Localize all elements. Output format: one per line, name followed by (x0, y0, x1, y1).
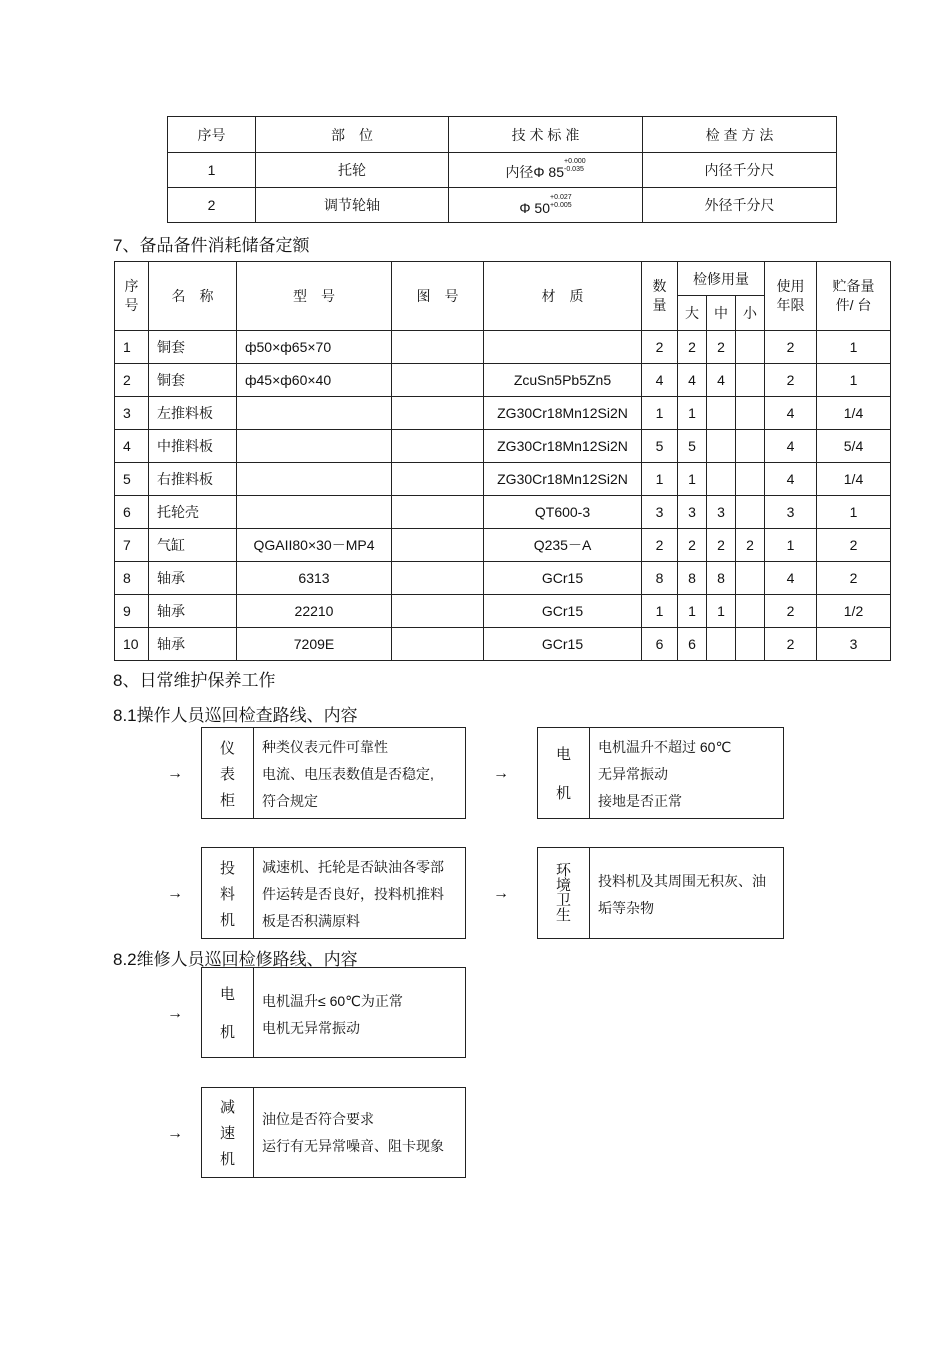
cell-material: ZG30Cr18Mn12Si2N (484, 397, 642, 430)
maint-box-reducer (201, 1087, 466, 1178)
box-line: 符合规定 (262, 793, 318, 809)
arrow-icon: → (493, 885, 509, 902)
table-row (115, 496, 891, 529)
cell-reserve: 2 (817, 562, 891, 595)
label-char: 生 (555, 907, 571, 924)
tolerance-lower: -0.035 (564, 166, 584, 173)
tolerance-upper: +0.000 (564, 158, 586, 165)
cell-qty: 2 (642, 331, 678, 364)
tolerance-upper: +0.027 (550, 194, 572, 201)
box-label (202, 728, 254, 818)
cell-material: Q235－A (484, 529, 642, 562)
op-box-environment (537, 847, 784, 939)
cell-small (736, 562, 765, 595)
inspection-header-row (168, 117, 837, 153)
cell-model (237, 430, 392, 463)
label-char: 表 (219, 765, 235, 783)
cell-model: QGAII80×30－MP4 (237, 529, 392, 562)
cell-no: 1 (168, 153, 256, 188)
cell-big: 2 (678, 331, 707, 364)
box-label (202, 1088, 254, 1177)
cell-name: 托轮壳 (149, 496, 237, 529)
header-reserve-2: 件/ 台 (835, 297, 872, 313)
cell-qty: 1 (642, 463, 678, 496)
table-row (115, 397, 891, 430)
cell-small (736, 496, 765, 529)
table-row (115, 562, 891, 595)
cell-mid: 2 (707, 529, 736, 562)
cell-mid: 1 (707, 595, 736, 628)
cell-model (237, 496, 392, 529)
cell-life: 2 (765, 628, 817, 661)
box-label (202, 848, 254, 938)
label-char: 柜 (219, 791, 235, 809)
table-row (115, 463, 891, 496)
section8-title: 8、日常维护保养工作 (113, 671, 276, 690)
cell-name: 铜套 (149, 364, 237, 397)
cell-mid: 2 (707, 331, 736, 364)
cell-model (237, 397, 392, 430)
header-standard: 技 术 标 准 (449, 117, 643, 153)
cell-small (736, 595, 765, 628)
cell-small (736, 397, 765, 430)
label-char: 境 (555, 877, 571, 894)
cell-big: 4 (678, 364, 707, 397)
header-part: 部 位 (256, 117, 449, 153)
header-qty: 数 量 (642, 262, 678, 331)
cell-big: 3 (678, 496, 707, 529)
cell-drawing (392, 562, 484, 595)
cell-life: 4 (765, 397, 817, 430)
arrow-icon: → (167, 885, 183, 902)
cell-qty: 1 (642, 595, 678, 628)
cell-qty: 2 (642, 529, 678, 562)
cell-reserve: 2 (817, 529, 891, 562)
box-line: 油位是否符合要求 (262, 1111, 374, 1127)
arrow-icon: → (167, 765, 183, 782)
box-line: 无异常振动 (598, 766, 668, 782)
box-line: 投料机及其周围无积灰、油 (598, 873, 766, 889)
cell-no: 3 (115, 397, 149, 430)
cell-material: QT600-3 (484, 496, 642, 529)
box-line: 减速机、托轮是否缺油各零部 (262, 859, 444, 875)
cell-material: ZG30Cr18Mn12Si2N (484, 430, 642, 463)
cell-qty: 5 (642, 430, 678, 463)
op-box-motor (537, 727, 784, 819)
cell-mid: 3 (707, 496, 736, 529)
section7-title: 7、备品备件消耗储备定额 (113, 236, 310, 255)
cell-qty: 3 (642, 496, 678, 529)
box-line: 运行有无异常噪音、阻卡现象 (262, 1138, 444, 1154)
cell-drawing (392, 331, 484, 364)
box-text (254, 848, 452, 938)
cell-model: ф50×ф65×70 (237, 331, 392, 364)
cell-reserve: 1/4 (817, 397, 891, 430)
cell-reserve: 1 (817, 496, 891, 529)
spare-parts-table (114, 261, 891, 661)
label-char: 机 (219, 1024, 235, 1042)
cell-reserve: 1/2 (817, 595, 891, 628)
cell-model: 7209E (237, 628, 392, 661)
cell-small (736, 463, 765, 496)
section8-sub2: 8.2维修人员巡回检修路线、内容 (113, 950, 358, 969)
cell-method: 内径千分尺 (643, 153, 837, 188)
cell-small (736, 364, 765, 397)
header-repair: 检修用量 (678, 262, 765, 296)
cell-drawing (392, 595, 484, 628)
cell-life: 1 (765, 529, 817, 562)
header-drawing: 图 号 (392, 262, 484, 331)
box-label (538, 728, 590, 818)
box-line: 垢等杂物 (598, 900, 654, 916)
cell-big: 6 (678, 628, 707, 661)
header-material: 材 质 (484, 262, 642, 331)
label-char: 电 (219, 985, 235, 1003)
box-text (254, 968, 411, 1057)
box-line: 电机温升≤ 60℃为正常 (262, 993, 403, 1009)
cell-model (237, 463, 392, 496)
cell-life: 3 (765, 496, 817, 529)
cell-small (736, 628, 765, 661)
cell-no: 1 (115, 331, 149, 364)
cell-mid (707, 628, 736, 661)
box-text (254, 728, 442, 818)
arrow-icon: → (167, 1125, 183, 1142)
cell-reserve: 3 (817, 628, 891, 661)
label-char: 料 (219, 885, 235, 903)
header-small: 小 (736, 296, 765, 331)
cell-reserve: 1/4 (817, 463, 891, 496)
cell-drawing (392, 628, 484, 661)
cell-method: 外径千分尺 (643, 188, 837, 223)
cell-name: 气缸 (149, 529, 237, 562)
header-no: 序 号 (115, 262, 149, 331)
spare-parts-body (115, 331, 891, 661)
header-reserve (817, 262, 891, 331)
box-line: 电流、电压表数值是否稳定, (262, 766, 434, 782)
cell-model: ф45×ф60×40 (237, 364, 392, 397)
cell-qty: 8 (642, 562, 678, 595)
cell-big: 1 (678, 595, 707, 628)
cell-drawing (392, 463, 484, 496)
cell-mid (707, 463, 736, 496)
cell-no: 8 (115, 562, 149, 595)
cell-big: 2 (678, 529, 707, 562)
cell-material (484, 331, 642, 364)
cell-name: 右推料板 (149, 463, 237, 496)
cell-material: GCr15 (484, 628, 642, 661)
cell-material: GCr15 (484, 595, 642, 628)
cell-qty: 4 (642, 364, 678, 397)
tolerance (550, 194, 572, 210)
cell-no: 2 (168, 188, 256, 223)
label-char: 机 (219, 1150, 235, 1168)
cell-mid (707, 397, 736, 430)
cell-no: 6 (115, 496, 149, 529)
cell-no: 4 (115, 430, 149, 463)
table-row (115, 595, 891, 628)
header-life: 使用 年限 (765, 262, 817, 331)
label-char: 环 (555, 862, 571, 879)
table-row (168, 153, 837, 188)
label-char: 减 (219, 1099, 235, 1117)
cell-life: 4 (765, 430, 817, 463)
header-big: 大 (678, 296, 707, 331)
box-line: 电机温升不超过 60℃ (598, 739, 732, 755)
cell-no: 7 (115, 529, 149, 562)
cell-drawing (392, 496, 484, 529)
cell-big: 5 (678, 430, 707, 463)
cell-life: 2 (765, 364, 817, 397)
box-text (590, 848, 774, 938)
cell-mid: 4 (707, 364, 736, 397)
cell-name: 铜套 (149, 331, 237, 364)
cell-reserve: 1 (817, 331, 891, 364)
cell-reserve: 1 (817, 364, 891, 397)
cell-big: 1 (678, 463, 707, 496)
label-char: 电 (555, 746, 571, 763)
cell-small (736, 430, 765, 463)
header-model: 型 号 (237, 262, 392, 331)
label-char: 机 (219, 911, 235, 929)
cell-small: 2 (736, 529, 765, 562)
cell-small (736, 331, 765, 364)
table-row (168, 188, 837, 223)
arrow-icon: → (493, 765, 509, 782)
cell-material: ZcuSn5Pb5Zn5 (484, 364, 642, 397)
box-line: 接地是否正常 (598, 793, 682, 809)
section8-sub1: 8.1操作人员巡回检查路线、内容 (113, 706, 358, 725)
cell-drawing (392, 397, 484, 430)
cell-part: 托轮 (256, 153, 449, 188)
inspection-table (167, 116, 837, 223)
header-mid: 中 (707, 296, 736, 331)
label-char: 投 (219, 859, 235, 877)
cell-mid (707, 430, 736, 463)
standard-value: 内径Φ 85 (505, 164, 565, 180)
cell-reserve: 5/4 (817, 430, 891, 463)
cell-name: 中推料板 (149, 430, 237, 463)
table-row (115, 364, 891, 397)
box-line: 板是否积满原料 (262, 913, 360, 929)
label-char: 机 (555, 785, 571, 802)
table-row (115, 331, 891, 364)
cell-name: 轴承 (149, 628, 237, 661)
cell-no: 10 (115, 628, 149, 661)
box-text (590, 728, 739, 818)
cell-no: 5 (115, 463, 149, 496)
cell-life: 4 (765, 562, 817, 595)
header-name: 名 称 (149, 262, 237, 331)
cell-life: 4 (765, 463, 817, 496)
op-box-feeder (201, 847, 466, 939)
maint-box-motor (201, 967, 466, 1058)
header-method: 检 查 方 法 (643, 117, 837, 153)
header-no: 序号 (168, 117, 256, 153)
tolerance (564, 158, 586, 174)
table-row (115, 628, 891, 661)
cell-model: 6313 (237, 562, 392, 595)
cell-model: 22210 (237, 595, 392, 628)
op-box-instrument-cabinet (201, 727, 466, 819)
box-text (254, 1088, 452, 1177)
cell-material: ZG30Cr18Mn12Si2N (484, 463, 642, 496)
cell-drawing (392, 430, 484, 463)
cell-standard (449, 153, 643, 188)
cell-material: GCr15 (484, 562, 642, 595)
box-label (202, 968, 254, 1057)
cell-drawing (392, 529, 484, 562)
cell-qty: 6 (642, 628, 678, 661)
tolerance-lower: +0.005 (550, 202, 572, 209)
box-line: 件运转是否良好，投料机推料 (262, 886, 444, 902)
table-row (115, 529, 891, 562)
cell-drawing (392, 364, 484, 397)
cell-life: 2 (765, 331, 817, 364)
standard-value: Φ 50 (519, 200, 551, 216)
cell-no: 2 (115, 364, 149, 397)
header-reserve-1: 贮备量 (832, 278, 875, 294)
arrow-icon: → (167, 1005, 183, 1022)
box-line: 种类仪表元件可靠性 (262, 739, 388, 755)
label-char: 速 (219, 1124, 235, 1142)
cell-standard (449, 188, 643, 223)
cell-mid: 8 (707, 562, 736, 595)
cell-name: 轴承 (149, 595, 237, 628)
label-char: 仪 (219, 739, 235, 757)
box-label (538, 848, 590, 938)
label-char: 卫 (555, 892, 571, 909)
box-line: 电机无异常振动 (262, 1020, 360, 1036)
table-row (115, 430, 891, 463)
cell-name: 轴承 (149, 562, 237, 595)
cell-qty: 1 (642, 397, 678, 430)
cell-life: 2 (765, 595, 817, 628)
cell-big: 1 (678, 397, 707, 430)
cell-part: 调节轮轴 (256, 188, 449, 223)
cell-name: 左推料板 (149, 397, 237, 430)
cell-no: 9 (115, 595, 149, 628)
cell-big: 8 (678, 562, 707, 595)
